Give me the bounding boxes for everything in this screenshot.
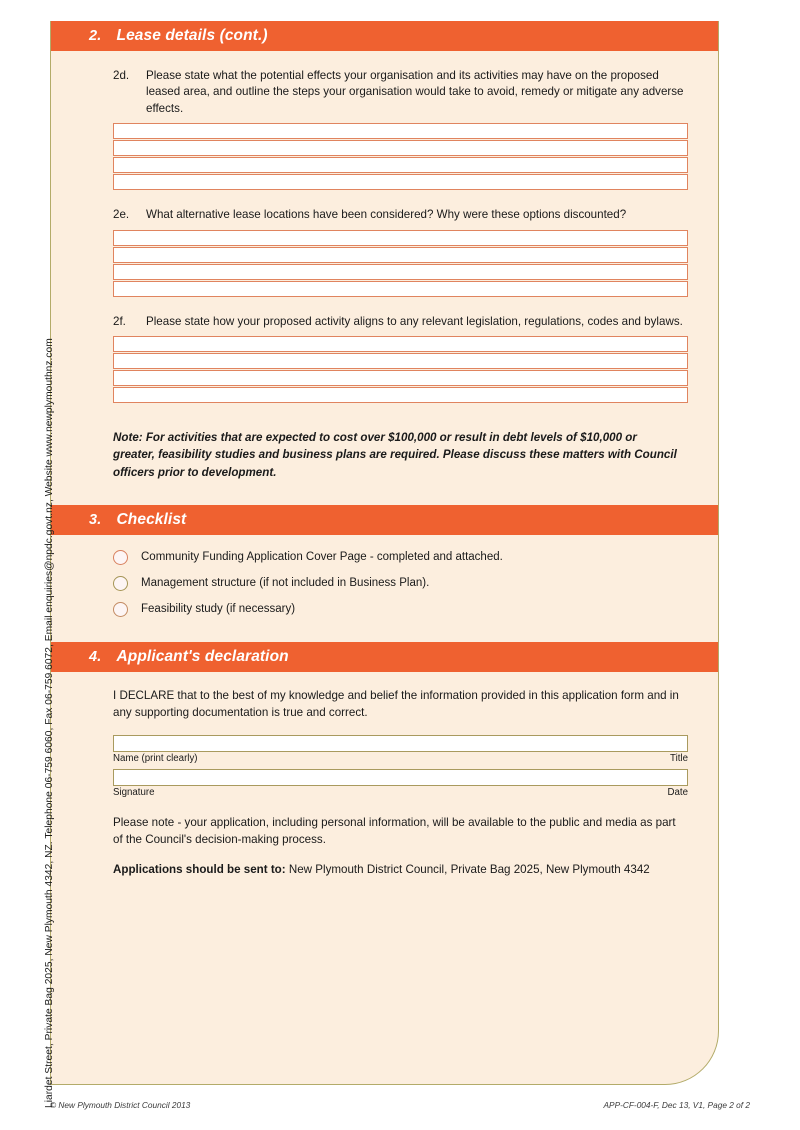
title-field-label: Title <box>670 753 688 765</box>
answer-line[interactable] <box>113 140 688 156</box>
checklist-body <box>51 535 718 642</box>
answer-line[interactable] <box>113 230 688 246</box>
footer-copyright: © New Plymouth District Council 2013 <box>50 1100 191 1110</box>
side-margin-block <box>30 338 55 1108</box>
checkbox-circle-icon[interactable] <box>113 602 128 617</box>
section-header-checklist <box>51 505 718 535</box>
question-2f-text: Please state how your proposed activity aligns to any relevant legislation, regulations, codes and bylaws. <box>146 314 683 328</box>
question-2d-text: Please state what the potential effects your organisation and its activities may have on the proposed leased area, and outline the steps your organisation would take to avoid, remedy or mitigate any adverse effects. <box>146 69 684 115</box>
section-number: 4. <box>89 648 102 665</box>
question-2e-number: 2e. <box>113 208 130 222</box>
answer-line[interactable] <box>113 247 688 263</box>
section-header-applicants-declaration <box>51 642 718 672</box>
name-field-label: Name (print clearly) <box>113 753 198 765</box>
section-number: 2. <box>89 28 102 44</box>
answer-field-2e[interactable] <box>113 230 688 297</box>
question-2d-number: 2d. <box>113 69 130 82</box>
checklist-item[interactable] <box>113 602 688 617</box>
signature-field-labels <box>113 787 688 798</box>
answer-field-2f[interactable] <box>113 336 688 403</box>
page-footer <box>50 1100 750 1110</box>
answer-line[interactable] <box>113 353 688 369</box>
send-to-address: New Plymouth District Council, Private Bag 2025, New Plymouth 4342 <box>288 862 650 876</box>
privacy-note: Please note - your application, including personal information, will be available to the public and media as part of the Council's decision-making process. <box>113 816 676 847</box>
declaration-statement: I DECLARE that to the best of my knowledge and belief the information provided in this application form and in any supporting documentation is true and correct. <box>113 688 679 719</box>
answer-line[interactable] <box>113 174 688 190</box>
answer-line[interactable] <box>113 264 688 280</box>
side-margin-contact-text: Liardet Street, Private Bag 2025, New Plymouth 4342, NZ. Telephone 06-759 6060, Fax 06-759 6072, Email enquiries@npdc.govt.nz, Website www.newplymouthnz.com <box>44 338 55 1108</box>
lease-note: Note: For activities that are expected to cost over $100,000 or result in debt levels of $10,000 or greater, feasibility studies and business plans are required. Please discuss these matters with Council officers prior to development. <box>113 431 677 479</box>
answer-field-2d[interactable] <box>113 123 688 190</box>
question-2e <box>113 207 688 223</box>
checklist-item-label: Community Funding Application Cover Page - completed and attached. <box>141 551 503 564</box>
send-to-line <box>113 862 688 879</box>
signature-input[interactable] <box>113 769 688 786</box>
checkbox-circle-icon[interactable] <box>113 550 128 565</box>
question-2f-number: 2f. <box>113 314 126 328</box>
section-header-lease-details <box>51 21 718 51</box>
section-title: Checklist <box>116 510 187 528</box>
answer-line[interactable] <box>113 281 688 297</box>
lease-details-body <box>51 68 718 481</box>
section-title: Lease details (cont.) <box>116 27 268 44</box>
signature-field-label: Signature <box>113 787 155 799</box>
answer-line[interactable] <box>113 387 688 403</box>
form-page <box>50 21 719 1085</box>
declaration-body <box>51 688 718 879</box>
date-field-label: Date <box>667 787 688 799</box>
answer-line[interactable] <box>113 157 688 173</box>
signature-field-block <box>113 769 688 798</box>
checkbox-circle-icon[interactable] <box>113 576 128 591</box>
checklist-item[interactable] <box>113 550 688 565</box>
checklist-item-label: Feasibility study (if necessary) <box>141 603 296 616</box>
send-to-label: Applications should be sent to: <box>113 862 286 876</box>
footer-document-reference: APP-CF-004-F, Dec 13, V1, Page 2 of 2 <box>603 1100 750 1110</box>
question-2d <box>113 68 688 117</box>
checklist-item[interactable] <box>113 576 688 591</box>
question-2e-text: What alternative lease locations have been considered? Why were these options discounted? <box>146 208 627 222</box>
name-input[interactable] <box>113 735 688 752</box>
name-field-block <box>113 735 688 764</box>
name-field-labels <box>113 753 688 764</box>
question-2f <box>113 314 688 330</box>
checklist-item-label: Management structure (if not included in Business Plan). <box>141 577 430 590</box>
answer-line[interactable] <box>113 336 688 352</box>
section-title: Applicant's declaration <box>116 647 289 665</box>
answer-line[interactable] <box>113 370 688 386</box>
section-number: 3. <box>89 511 102 528</box>
answer-line[interactable] <box>113 123 688 139</box>
